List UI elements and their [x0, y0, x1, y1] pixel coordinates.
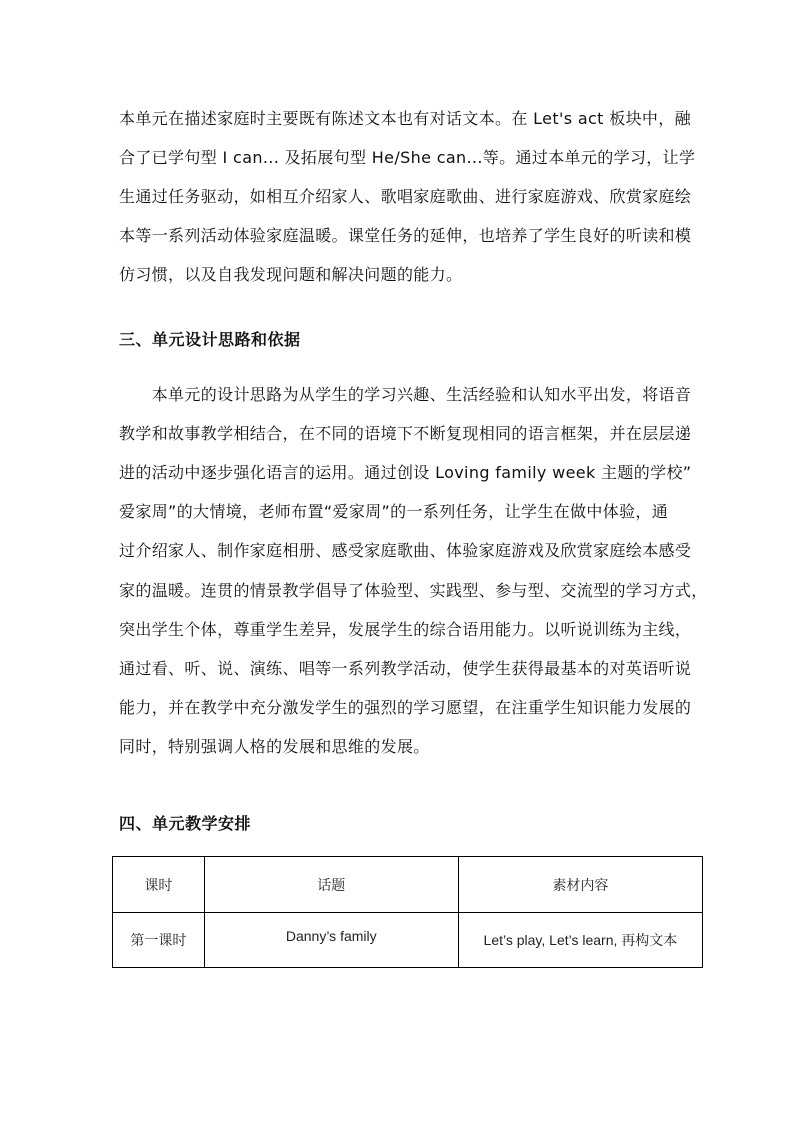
paragraph-line: 本单元的设计思路为从学生的学习兴趣、生活经验和认知水平出发，将语音 — [119, 385, 692, 404]
section-heading-teaching-schedule: 四、单元教学安排 — [119, 814, 252, 833]
paragraph-line: 过介绍家人、制作家庭相册、感受家庭歌曲、体验家庭游戏及欣赏家庭绘本感受 — [119, 541, 692, 560]
table-header-cell: 话题 — [204, 857, 458, 913]
table-header-cell: 素材内容 — [458, 857, 702, 913]
teaching-schedule-table — [112, 856, 703, 968]
paragraph-line: 进的活动中逐步强化语言的运用。通过创设 Loving family week 主题的学校” — [119, 463, 692, 482]
paragraph-line: 本等一系列活动体验家庭温暖。课堂任务的延伸，也培养了学生良好的听读和模 — [119, 226, 692, 245]
paragraph-line: 同时，特别强调人格的发展和思维的发展。 — [119, 737, 430, 756]
paragraph-line: 家的温暖。连贯的情景教学倡导了体验型、实践型、参与型、交流型的学习方式， — [119, 581, 708, 600]
paragraph-line: 教学和故事教学相结合，在不同的语境下不断复现相同的语言框架，并在层层递 — [119, 424, 692, 443]
paragraph-line: 本单元在描述家庭时主要既有陈述文本也有对话文本。在 Let's act 板块中，融 — [119, 109, 691, 128]
table-header-row — [113, 857, 703, 913]
paragraph-line: 突出学生个体，尊重学生差异，发展学生的综合语用能力。以听说训练为主线， — [119, 620, 692, 639]
paragraph-line: 通过看、听、说、演练、唱等一系列教学活动，使学生获得最基本的对英语听说 — [119, 659, 692, 678]
table-cell: Let’s play, Let’s learn, 再构文本 — [458, 913, 702, 968]
table-row — [113, 913, 703, 968]
table-cell: 第一课时 — [113, 913, 205, 968]
table-cell-text: Danny’s family — [285, 928, 377, 944]
paragraph-line: 合了已学句型 I can... 及拓展句型 He/She can...等。通过本单元的学习，让学 — [119, 148, 696, 167]
paragraph-line: 生通过任务驱动，如相互介绍家人、歌唱家庭歌曲、进行家庭游戏、欣赏家庭绘 — [119, 187, 692, 206]
table-cell — [204, 913, 458, 968]
paragraph-line: 仿习惯，以及自我发现问题和解决问题的能力。 — [119, 265, 463, 284]
paragraph-line: 能力，并在教学中充分激发学生的强烈的学习愿望，在注重学生知识能力发展的 — [119, 698, 692, 717]
section-heading-design-rationale: 三、单元设计思路和依据 — [119, 330, 301, 349]
table-header-cell: 课时 — [113, 857, 205, 913]
paragraph-line: 爱家周”的大情境，老师布置“爱家周”的一系列任务，让学生在做中体验，通 — [119, 502, 669, 521]
